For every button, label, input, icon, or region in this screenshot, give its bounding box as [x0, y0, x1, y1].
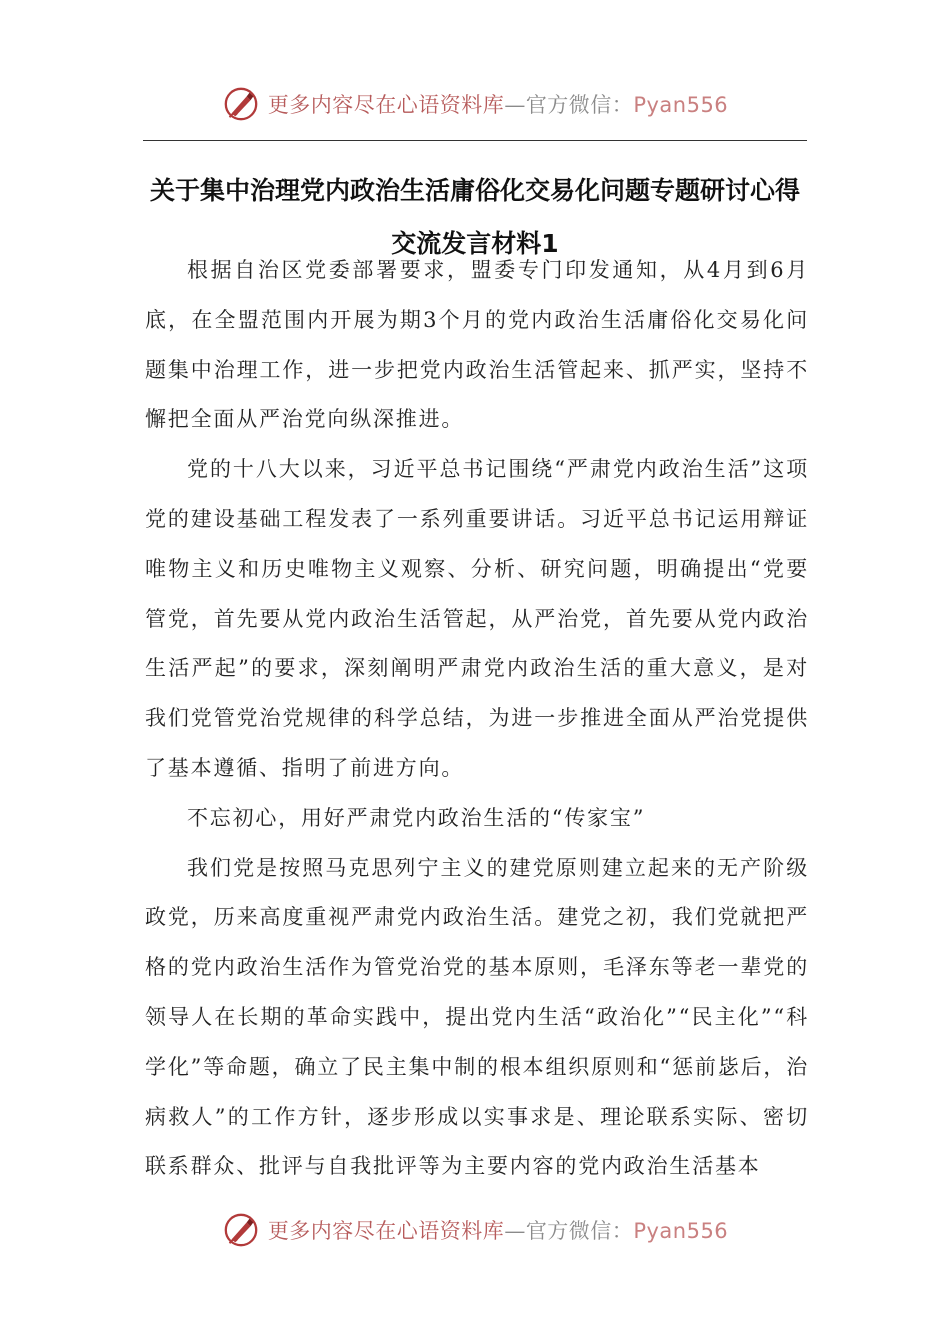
banner-text — [268, 89, 728, 119]
header-banner — [0, 80, 950, 128]
paragraph: 党的十八大以来，习近平总书记围绕“严肃党内政治生活”这项党的建设基础工程发表了一系列重要讲话。习近平总书记运用辩证唯物主义和历史唯物主义观察、分析、研究问题，明确提出“党要管党，首先要从党内政治生活管起，从严治党，首先要从党内政治生活严起”的要求，深刻阐明严肃党内政治生活的重大意义，是对我们党管党治党规律的科学总结，为进一步推进全面从严治党提供了基本遵循、指明了前进方向。 — [145, 457, 809, 780]
banner-text — [268, 1215, 728, 1245]
footer-banner — [0, 1206, 950, 1254]
paragraph: 我们党是按照马克思列宁主义的建党原则建立起来的无产阶级政党，历来高度重视严肃党内政治生活。建党之初，我们党就把严格的党内政治生活作为管党治党的基本原则，毛泽东等老一辈党的领导人在长期的革命实践中，提出党内生活“政治化”“民主化”“科学化”等命题，确立了民主集中制的根本组织原则和“惩前毖后，治病救人”的工作方针，逐步形成以实事求是、理论联系实际、密切联系群众、批评与自我批评等为主要内容的党内政治生活基本 — [145, 855, 809, 1179]
pen-logo-icon — [222, 1211, 260, 1249]
pen-logo-icon — [222, 85, 260, 123]
document-body — [145, 246, 809, 1192]
header-divider — [143, 140, 807, 141]
banner-main-text: 更多内容尽在心语资料库 — [267, 93, 505, 117]
wechat-id: Pyan556 — [633, 1219, 729, 1243]
paragraph: 根据自治区党委部署要求，盟委专门印发通知，从4月到6月底，在全盟范围内开展为期3个月的党内政治生活庸俗化交易化问题集中治理工作，进一步把党内政治生活管起来、抓严实，坚持不懈把全面从严治党向纵深推进。 — [145, 258, 809, 432]
banner-official-label: 官方微信： — [525, 93, 634, 117]
document-title: 关于集中治理党内政治生活庸俗化交易化问题专题研讨心得交流发言材料1 — [149, 175, 800, 258]
banner-official-label: 官方微信： — [525, 1219, 634, 1243]
banner-main-text: 更多内容尽在心语资料库 — [267, 1219, 505, 1243]
banner-separator: — — [504, 1219, 526, 1243]
banner-separator: — — [504, 93, 526, 117]
section-heading: 不忘初心，用好严肃党内政治生活的“传家宝” — [187, 805, 646, 830]
wechat-id: Pyan556 — [633, 93, 729, 117]
